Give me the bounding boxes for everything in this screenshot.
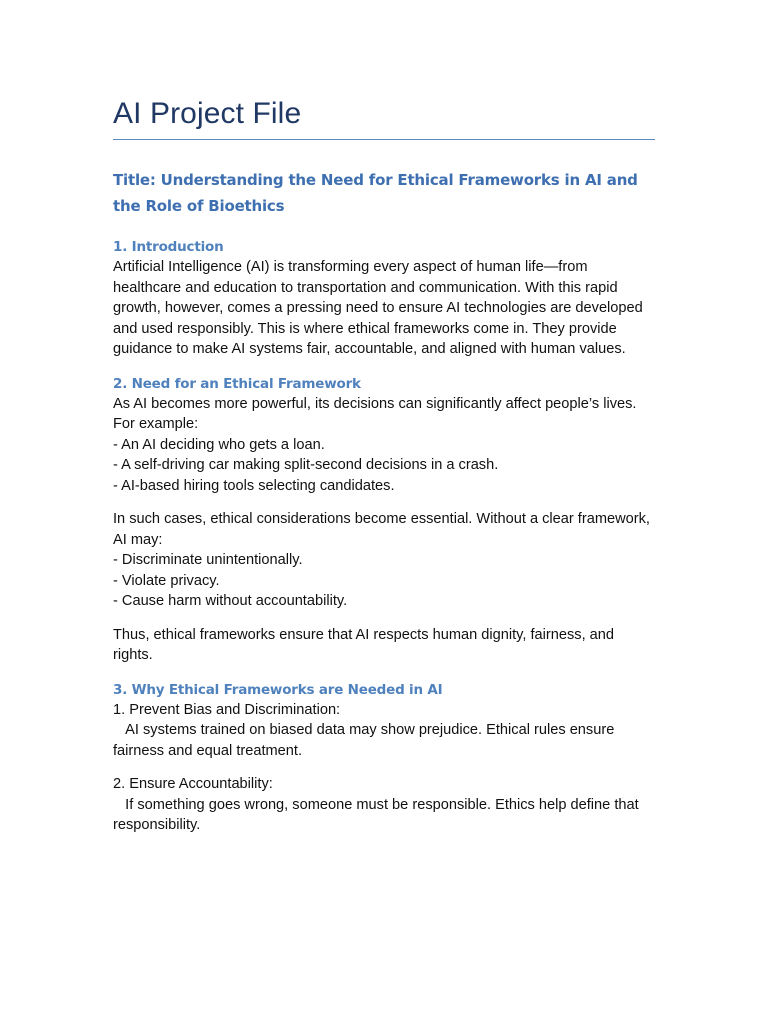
cases-intro-paragraph: In such cases, ethical considerations become essential. Without a clear framework, AI may: [113, 511, 650, 548]
need-example-lead: For example: [113, 416, 199, 432]
point-title: 2. Ensure Accountability: [113, 776, 273, 792]
section-heading-why: 3. Why Ethical Frameworks are Needed in AI [113, 681, 443, 698]
need-conclusion-paragraph: Thus, ethical frameworks ensure that AI respects human dignity, fairness, and rights. [113, 626, 615, 663]
example-item: - An AI deciding who gets a loan. [113, 436, 325, 453]
point-title: 1. Prevent Bias and Discrimination: [113, 701, 341, 718]
point-body: AI systems trained on biased data may show prejudice. Ethical rules ensure fairness and equal treatment. [113, 722, 615, 759]
section-heading-introduction: 1. Introduction [113, 239, 224, 255]
example-item: - AI-based hiring tools selecting candidates. [113, 477, 395, 494]
document-page [113, 94, 655, 836]
risk-item: - Discriminate unintentionally. [113, 552, 303, 568]
section-heading-need: 2. Need for an Ethical Framework [113, 375, 361, 392]
example-item: - A self-driving car making split-second decisions in a crash. [113, 457, 499, 473]
risk-item: - Cause harm without accountability. [113, 593, 348, 609]
document-title: AI Project File [113, 97, 302, 130]
need-intro-line: As AI becomes more powerful, its decisions can significantly affect people’s lives. [113, 395, 637, 412]
title-divider [113, 139, 655, 140]
risk-item: - Violate privacy. [113, 572, 220, 589]
document-subtitle: Title: Understanding the Need for Ethical Frameworks in AI and the Role of Bioethics [113, 171, 638, 215]
point-body: If something goes wrong, someone must be responsible. Ethics help define that responsibility. [113, 796, 639, 833]
introduction-paragraph: Artificial Intelligence (AI) is transforming every aspect of human life—from healthcare and education to transportation and communication. With this rapid growth, however, comes a pressing need to ensure AI technologies are developed and used responsibly. This is where ethical frameworks come in. They provide guidance to make AI systems fair, accountable, and aligned with human values. [113, 259, 643, 357]
